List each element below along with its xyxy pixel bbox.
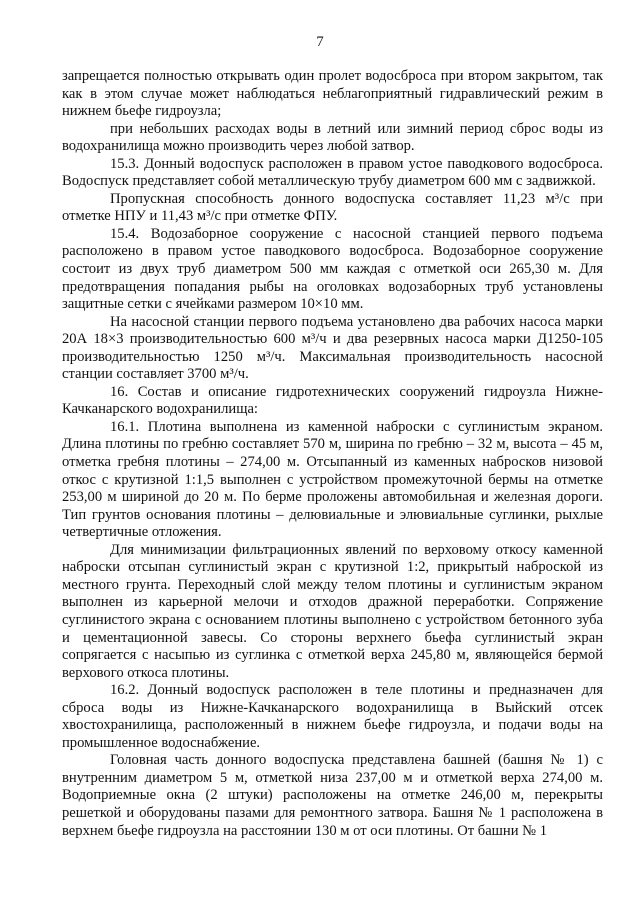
paragraph: Головная часть донного водоспуска представлена башней (башня № 1) с внутренним диаметром 5 м, отметкой низа 237,00 м и отметкой верха 274,00 м. Водоприемные окна (2 штуки) расположены на отметке 246,00 м, перекрыты решеткой и оборудованы пазами для ремонтного затвора. Башня № 1 расположена в верхнем бьефе гидроузла на расстоянии 130 м от оси плотины. От башни № 1 xyxy=(62,752,603,839)
paragraph-15-3: 15.3. Донный водоспуск расположен в правом устое паводкового водосброса. Водоспуск представляет собой металлическую трубу диаметром 600 мм с задвижкой. xyxy=(62,155,603,190)
page-number: 7 xyxy=(316,34,324,50)
paragraph-16-1: 16.1. Плотина выполнена из каменной наброски с суглинистым экраном. Длина плотины по гребню составляет 570 м, ширина по гребню – 32 м, высота – 45 м, отметка гребня плотины – 274,00 м. Отсыпанный из каменных набросков низовой откос с крутизной 1:1,5 выполнен с устройством промежуточной бермы на отметке 253,00 м шириной до 20 м. По берме проложены автомобильная и железная дороги. Тип грунтов основания плотины – делювиальные и элювиальные суглинки, рыхлые четвертичные отложения. xyxy=(62,418,603,541)
body-text xyxy=(62,68,603,840)
paragraph: при небольших расходах воды в летний или зимний период сброс воды из водохранилища можно производить через любой затвор. xyxy=(62,120,603,155)
paragraph: Для минимизации фильтрационных явлений по верховому откосу каменной наброски отсыпан суглинистый экран с крутизной 1:2, прикрытый наброской из местного грунта. Переходный слой между телом плотины и суглинистым экраном выполнен из карьерной мелочи и отходов дражной переработки. Сопряжение суглинистого экрана с основанием плотины выполнено с устройством бетонного зуба и цементационной завесы. Со стороны верхнего бьефа суглинистый экран сопрягается с насыпью из суглинка с отметкой верха 245,80 м, являющейся бермой верхового откоса плотины. xyxy=(62,541,603,681)
paragraph: На насосной станции первого подъема установлено два рабочих насоса марки 20А 18×3 производительностью 600 м³/ч и два резервных насоса марки Д1250-105 производительностью 1250 м³/ч. Максимальная производительность насосной станции составляет 3700 м³/ч. xyxy=(62,313,603,383)
paragraph: Пропускная способность донного водоспуска составляет 11,23 м³/с при отметке НПУ и 11,43 м³/с при отметке ФПУ. xyxy=(62,190,603,225)
section-heading-16: 16. Состав и описание гидротехнических сооружений гидроузла Нижне-Качканарского водохранилища: xyxy=(62,383,603,418)
paragraph-continuation: запрещается полностью открывать один пролет водосброса при втором закрытом, так как в этом случае может наблюдаться неблагоприятный гидравлический режим в нижнем бьефе гидроузла; xyxy=(62,68,603,120)
paragraph-16-2: 16.2. Донный водоспуск расположен в теле плотины и предназначен для сброса воды из Нижне-Качканарского водохранилища в Выйский отсек хвостохранилища, расположенный в нижнем бьефе гидроузла, и подачи воды на промышленное водоснабжение. xyxy=(62,682,603,751)
paragraph-15-4: 15.4. Водозаборное сооружение с насосной станцией первого подъема расположено в правом устое паводкового водосброса. Водозаборное сооружение состоит из двух труб диаметром 500 мм каждая с отметкой оси 265,30 м. Для предотвращения попадания рыбы на оголовках водозаборных труб установлены защитные сетки с ячейками размером 10×10 мм. xyxy=(62,225,603,313)
